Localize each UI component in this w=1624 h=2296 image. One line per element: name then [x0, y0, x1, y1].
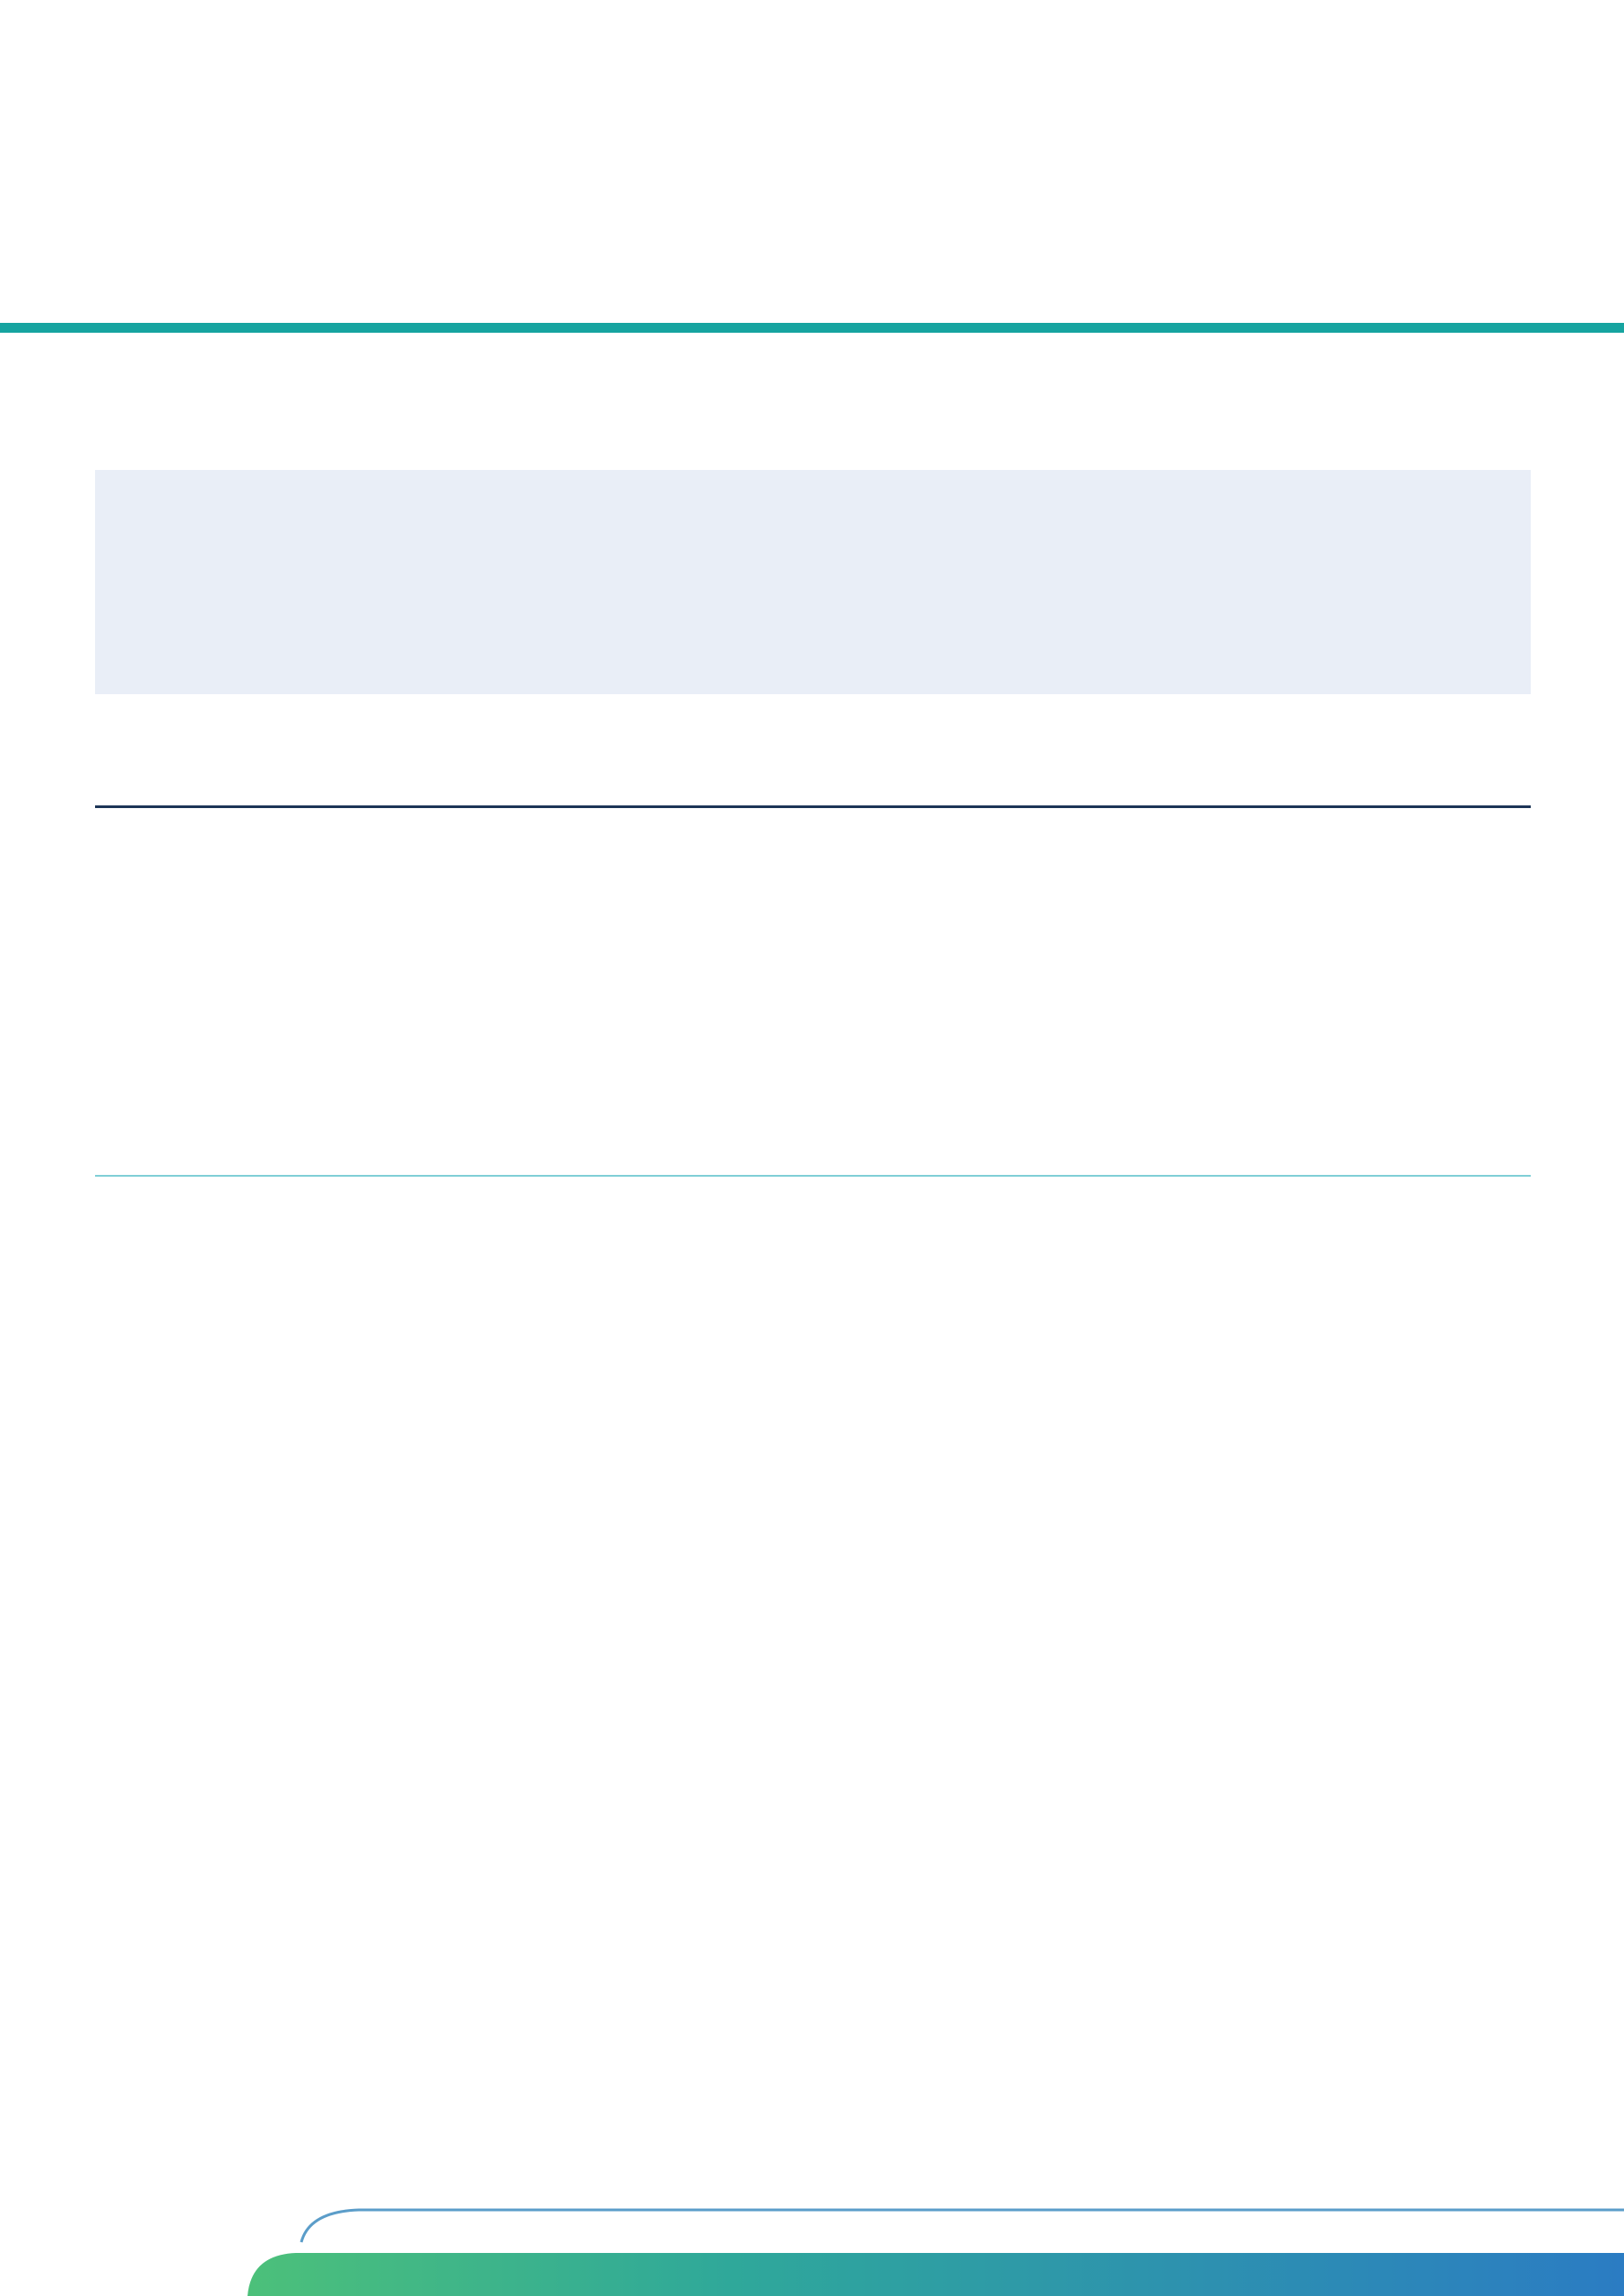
footer-divider: [95, 1175, 1531, 1177]
section-divider: [95, 805, 1531, 808]
footer-banner: [0, 2188, 1624, 2296]
principal-field[interactable]: [1524, 1012, 1527, 1062]
school-stage-field[interactable]: [1524, 949, 1527, 999]
title-panel: [95, 470, 1531, 694]
school-name-field[interactable]: [1524, 886, 1527, 936]
footer-banner-outline: [301, 2210, 1624, 2242]
header-rule: [0, 323, 1624, 333]
ministry-logo: [628, 18, 995, 287]
logo-dots-emblem: [628, 18, 982, 152]
footer-banner-band: [248, 2253, 1624, 2296]
